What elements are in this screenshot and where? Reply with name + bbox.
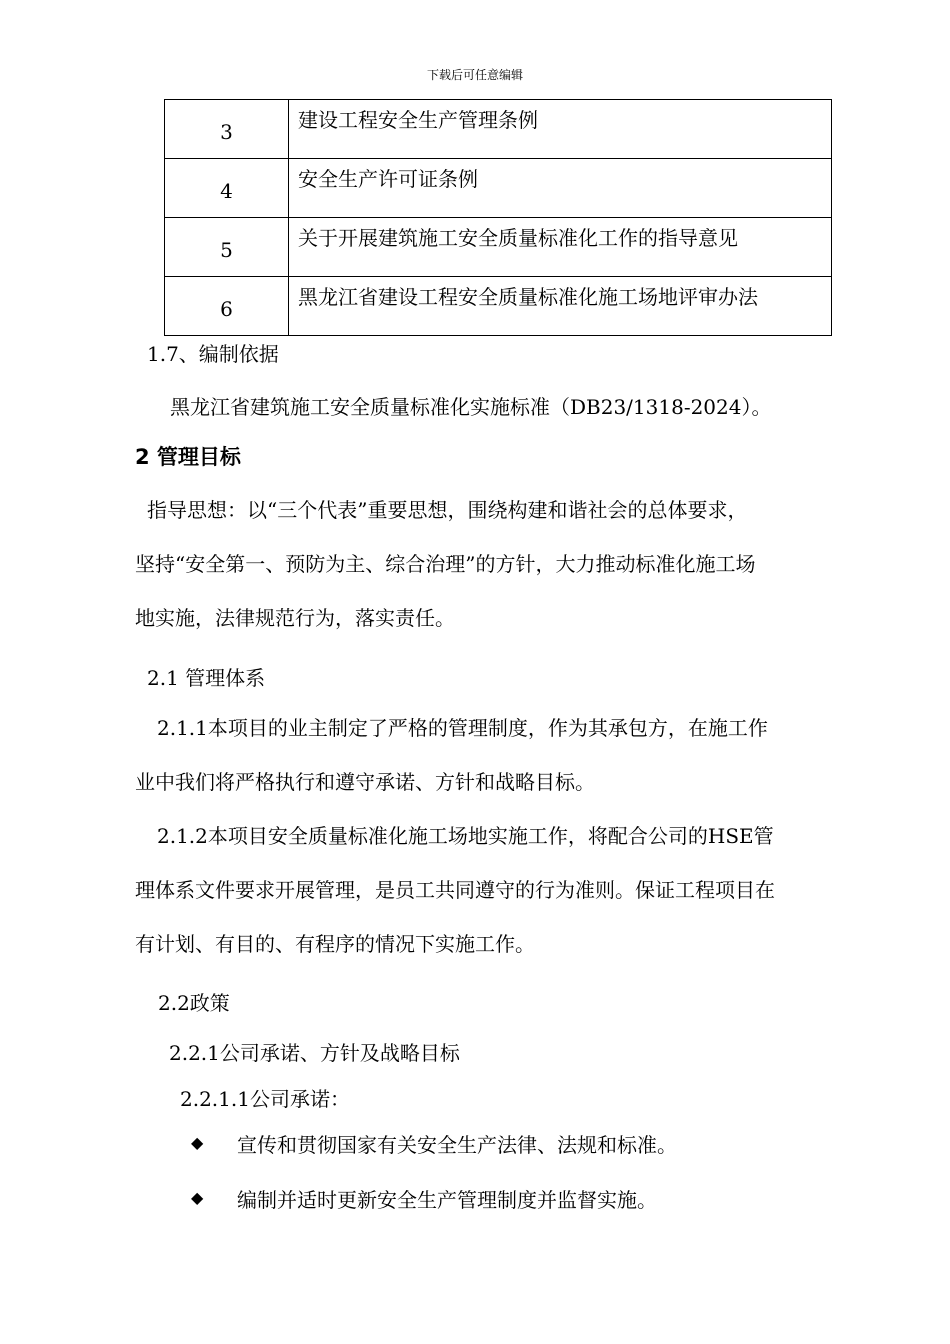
s212-line-3: 有计划、有目的、有程序的情况下实施工作。	[135, 932, 535, 956]
table-row	[165, 277, 832, 336]
diamond-bullet-icon: ◆	[191, 1133, 204, 1152]
table-row	[165, 100, 832, 159]
section-2-1-1-paragraph	[135, 701, 860, 809]
section-2-2-1-1-title: 2.2.1.1公司承诺：	[180, 1087, 350, 1111]
s212-line-1: 2.1.2本项目安全质量标准化施工场地实施工作，将配合公司的HSE管	[157, 824, 774, 848]
section-1-7-title: 1.7、编制依据	[147, 342, 279, 366]
section-2-1-title: 2.1 管理体系	[147, 666, 266, 690]
guiding-line-2: 坚持“安全第一、预防为主、综合治理”的方针，大力推动标准化施工场	[135, 552, 756, 576]
row-name: 建设工程安全生产管理条例	[289, 100, 832, 159]
section-1-7-body: 黑龙江省建筑施工安全质量标准化实施标准（DB23/1318-2024）。	[170, 395, 772, 419]
diamond-bullet-icon: ◆	[191, 1188, 204, 1207]
table-row	[165, 159, 832, 218]
row-name: 关于开展建筑施工安全质量标准化工作的指导意见	[289, 218, 832, 277]
bullet-item-2: 编制并适时更新安全生产管理制度并监督实施。	[237, 1188, 657, 1212]
row-number: 4	[165, 159, 289, 218]
row-number: 6	[165, 277, 289, 336]
section-2-heading: 2 管理目标	[135, 445, 241, 469]
page-header: 下载后可任意编辑	[426, 68, 523, 82]
table-row	[165, 218, 832, 277]
s211-line-1: 2.1.1本项目的业主制定了严格的管理制度，作为其承包方，在施工作	[157, 716, 768, 740]
s211-line-2: 业中我们将严格执行和遵守承诺、方针和战略目标。	[135, 770, 595, 794]
bullet-item-1: 宣传和贯彻国家有关安全生产法律、法规和标准。	[237, 1133, 677, 1157]
row-name: 黑龙江省建设工程安全质量标准化施工场地评审办法	[289, 277, 832, 336]
row-number: 5	[165, 218, 289, 277]
s212-line-2: 理体系文件要求开展管理，是员工共同遵守的行为准则。保证工程项目在	[135, 878, 775, 902]
guiding-paragraph	[135, 483, 860, 645]
row-name: 安全生产许可证条例	[289, 159, 832, 218]
section-2-1-2-paragraph	[135, 809, 860, 971]
row-number: 3	[165, 100, 289, 159]
regulations-table	[164, 99, 832, 336]
section-2-2-1-title: 2.2.1公司承诺、方针及战略目标	[169, 1041, 460, 1065]
section-2-2-title: 2.2政策	[158, 991, 230, 1015]
guiding-line-1: 指导思想：以“三个代表”重要思想，围绕构建和谐社会的总体要求，	[147, 498, 748, 522]
guiding-line-3: 地实施，法律规范行为，落实责任。	[135, 606, 455, 630]
